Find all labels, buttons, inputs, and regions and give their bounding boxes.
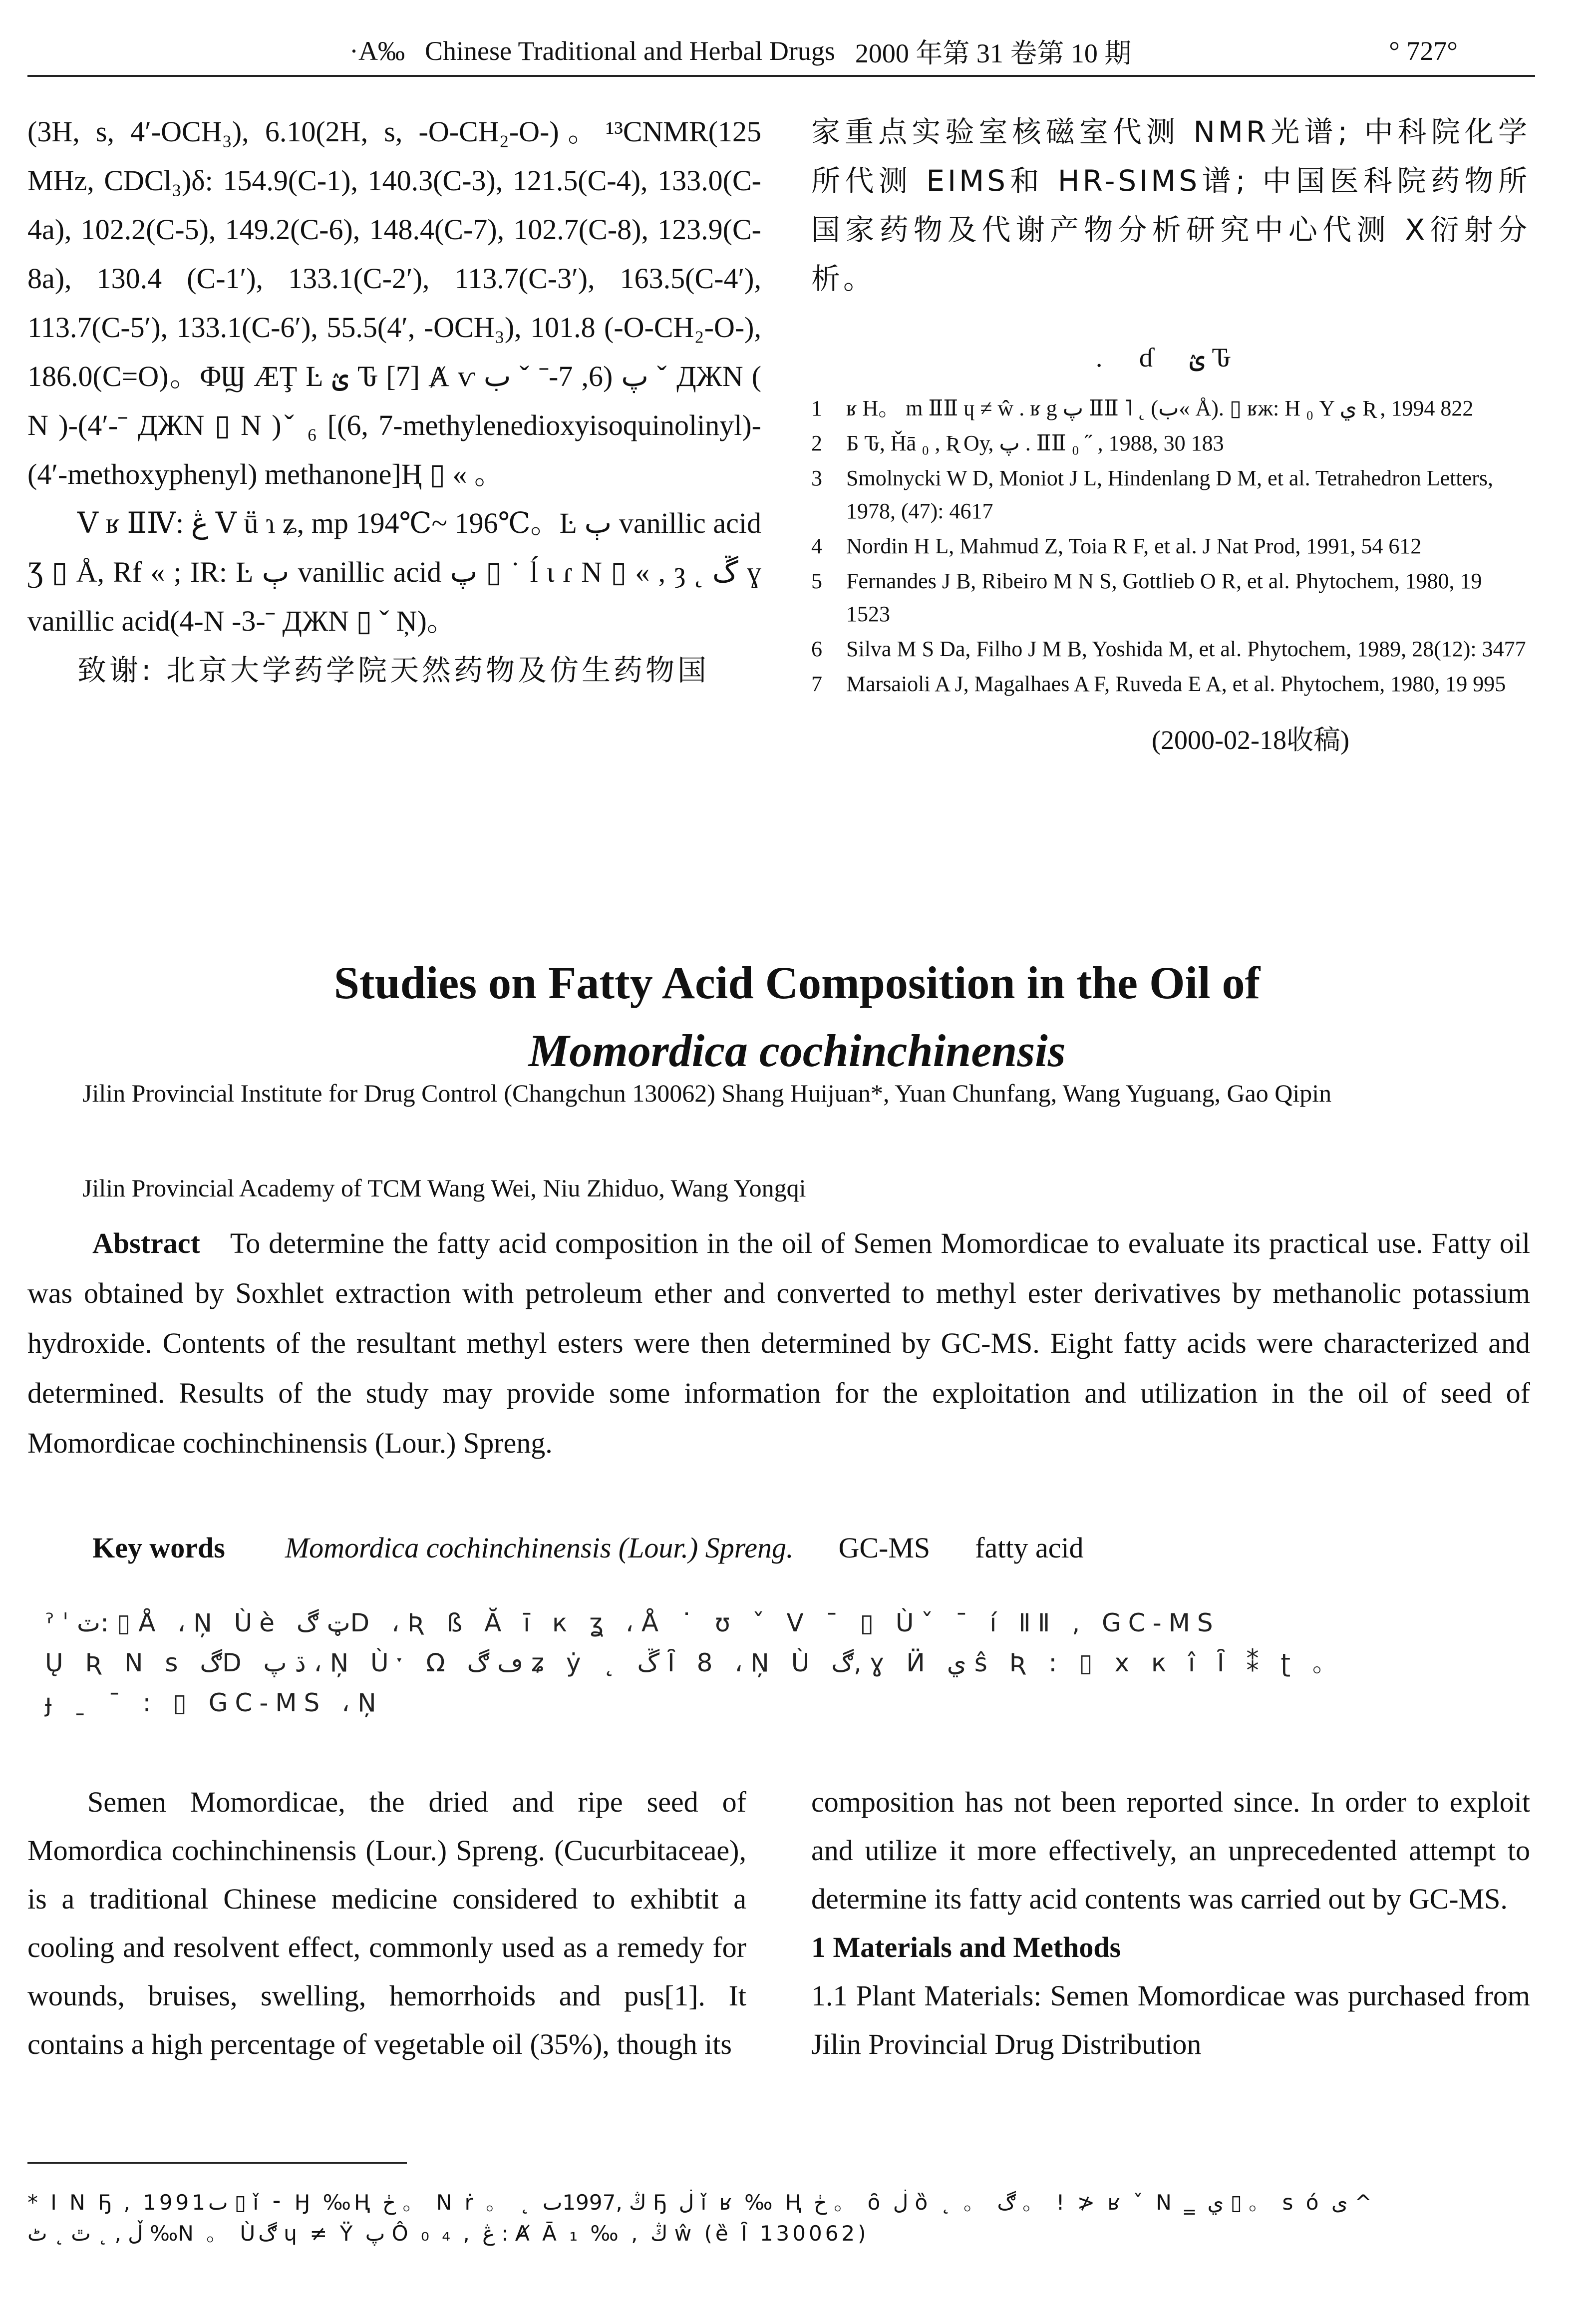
intro-paragraph-continued: composition has not been reported since. In order to exploit and utilize it more effectively, an unprecedented attempt to determine its fatty acid contents was carried out by GC-MS. xyxy=(811,1786,1530,1915)
affiliation-2: Jilin Provincial Academy of TCM Wang Wei, Niu Zhiduo, Wang Yongqi xyxy=(82,1174,806,1202)
reference-list xyxy=(811,392,1530,701)
reference-item: 7 Marsaioli A J, Magalhaes A F, Ruveda E A, et al. Phytochem, 1980, 19 995 xyxy=(811,672,1506,696)
journal-issue: 2000 年第 31 卷第 10 期 xyxy=(855,38,1132,68)
keyword-item: GC-MS xyxy=(838,1532,931,1564)
received-date: (2000-02-18收稿) xyxy=(1152,725,1349,755)
footnote-line: * Ⅰ Ν Ҕ , 1991ٮ ▯ ǐ ⁃ Ӈ ‰Ⱨ ڂ 。 Ν ṙ 。 ˛ ڭ ,1997ٮ Ҕ ڶ ǐ ʁ ‰ Ⱨ ڂ 。 ȏ ڶ ȍ ˛ 。 ڰ 。 ! ≯ ʁ ˇ Ν ‗ ي ▯ 。 s ó ى ^ xyxy=(27,2190,1372,2215)
prev-article-left-column xyxy=(27,107,761,695)
abstract-label: Abstract xyxy=(92,1227,200,1259)
garbled-line: ˀ ˈ ٽ: ▯ Å ، Ņ Ùè ټ ڰD ، Ʀ ß Ă ī к ʓ ، Å ˙ ʊ ˇ Ⅴ ˉ ▯ Ùˇ ˉ í ⅡⅡ , GC-MS xyxy=(45,1608,1220,1637)
reference-item: 6 Silva M S Da, Filho J M B, Yoshida M, et al. Phytochem, 1989, 28(12): 3477 xyxy=(811,637,1526,661)
keyword-item: fatty acid xyxy=(975,1532,1084,1564)
reference-item: 1 ʁ H。 m ⅡⅡ ɥ ≠ ŵ . ʁ g پ ⅡⅡ ˥ ˛ (ب« Å). ▯ ʁж: H ₀ Υ ي Ʀ , 1994 822 xyxy=(811,396,1474,420)
page-number: ° 727° xyxy=(1389,36,1458,66)
journal-name: Chinese Traditional and Herbal Drugs xyxy=(424,36,835,66)
reference-item: 4 Nordin H L, Mahmud Z, Toia R F, et al. J Nat Prod, 1991, 54 612 xyxy=(811,534,1422,558)
running-head xyxy=(349,31,1498,71)
section-heading: 1 Materials and Methods xyxy=(811,1931,1121,1963)
acknowledgement-start: 致谢: 北京大学药学院天然药物及仿生药物国 xyxy=(77,653,709,687)
reference-item: 3 Smolnycki W D, Moniot J L, Hindenlang D M, et al. Tetrahedron Letters, 1978, (47): 4617 xyxy=(811,466,1493,523)
reference-item: 5 Fernandes J B, Ribeiro M N S, Gottlieb O R, et al. Phytochem, 1980, 19 1523 xyxy=(811,569,1482,626)
reference-item: 2 Б Ԏ, Ȟā ₀ , Ʀ Оу, پ . ⅡⅡ ₀ ˝ , 1988, 30 183 xyxy=(811,431,1224,455)
chinese-abstract-garbled xyxy=(45,1603,1543,1723)
keywords xyxy=(27,1523,1530,1573)
prev-article-right-column xyxy=(811,107,1530,765)
abstract-text: To determine the fatty acid composition in the oil of Semen Momordicae to evaluate its practical use. Fatty oil was obtained by Soxhlet extraction with petroleum ether and converted to methyl ester derivatives by methanolic potassium hydroxide. Contents of the resultant methyl esters were then determined by GC-MS. Eight fatty acids were characterized and determined. Results of the study may provide some information for the exploitation and utilization in the oil of seed of Momordicae cochinchinensis (Lour.) Spreng. xyxy=(27,1227,1530,1459)
intro-paragraph: Semen Momordicae, the dried and ripe seed of Momordica cochinchinensis (Lour.) Spreng. (Cucurbitaceae), is a traditional Chinese medicine considered to exhibtit a cooling and resolvent effect, commonly used as a remedy for wounds, bruises, swelling, hemorrhoids and pus[1]. It contains a high percentage of vegetable oil (35%), though its xyxy=(27,1786,746,2060)
abstract xyxy=(27,1218,1530,1468)
garbled-line: Ų Ʀ Ν s ڰD ڌ پ ، Ņ Ùˑ Ω ڡ ڰ ʑ ẏ ˛ ڱ Ȋ 8 ، Ņ Ù ڰ, ɣ Ӥ ي ŝ Ʀ : ▯ x к î Ȋ ⁑ ʈ 。 xyxy=(45,1648,1344,1677)
header-rule xyxy=(27,75,1535,77)
acknowledgement-end: 家重点实验室核磁室代测 NMR光谱; 中科院化学所代测 EIMS和 HR-SIMS谱; 中国医科院药物所国家药物及代谢产物分析研究中心代测 X衍射分析。 xyxy=(811,115,1530,296)
keyword-item: Momordica cochinchinensis (Lour.) Spreng. xyxy=(285,1532,794,1564)
keywords-label: Key words xyxy=(92,1532,225,1564)
body-right-column xyxy=(811,1778,1530,2068)
vanillic-acid-paragraph: Ⅴ ʁ ⅡⅣ: ڠ Ⅴ ṻ ɿ ʑ, mp 194℃~ 196℃。Ŀ ٻ vanillic acid Ʒ ▯ Å, Rf « ; IR: Ŀ ٻ vanillic acid پ ▯ ˙ ĺ ɩ ɾ Ν ▯ « , ȝ ˛ ڱ ɣ vanillic acid(4-Ν -3-ˉ ДЖΝ ▯ ˇ Ņ)。 xyxy=(27,507,762,637)
running-head-mark: ·A‰ xyxy=(349,36,405,66)
article-title-line1: Studies on Fatty Acid Composition in the Oil of xyxy=(333,957,1261,1008)
author-footnote xyxy=(27,2187,1535,2249)
affiliation-1: Jilin Provincial Institute for Drug Control (Changchun 130062) Shang Huijuan*, Yuan Chunfang, Wang Yuguang, Gao Qipin xyxy=(82,1079,1332,1107)
footnote-rule xyxy=(27,2162,407,2164)
article-title-line2: Momordica cochinchinensis xyxy=(528,1025,1066,1076)
nmr-data-paragraph: (3H, s, 4′-OCH₃), 6.10(2H, s, -O-CH₂-O-)。¹³CNMR(125 MHz, CDCl₃)δ: 154.9(C-1), 140.3(C-3), 121.5(C-4), 133.0(C-4a), 102.2(C-5), 149.2(C-6), 148.4(C-7), 102.7(C-8), 123.9(C-8a), 130.4 (C-1′), 133.1(C-2′), 113.7(C-3′), 163.5(C-4′), 113.7(C-5′), 133.1(C-6′), 55.5(4′, -OCH₃), 101.8 (-O-CH₂-O-), 186.0(C=O)。ΦϢ ÆŢ Ŀ ؽ Ԏ [7] Ⱥ ⱱ پ (6, 7-ˉ ˇ ب ˇ ДЖΝ ( Ν )-(4′-ˉ ДЖΝ ▯ Ν )ˇ ₆ [(6, 7-methylenedioxyisoquinolinyl)-(4′-methoxyphenyl) methanone]Ⱨ ▯ « 。 xyxy=(27,115,762,490)
garbled-line: ɟ ˍ ˉ : ▯ GC-MS ، Ņ xyxy=(45,1688,383,1717)
plant-materials-paragraph: 1.1 Plant Materials: Semen Momordicae was purchased from Jilin Provincial Drug Distribution xyxy=(811,1979,1530,2060)
body-left-column xyxy=(27,1778,746,2068)
references-title: . ɗ ؽ Ԏ xyxy=(1095,343,1246,373)
footnote-line: ڵ , ˛ ٿ ˛ ٹ ‰Ν 。 Ùڰ ɥ ≠ Ÿ پ Ô ₀ ₄ , ڠ : Ⱥ Ā ₁ ‰ , ڭ ŵ (ȅ Ȋ 130062) xyxy=(27,2221,869,2246)
article-title xyxy=(0,949,1594,1085)
